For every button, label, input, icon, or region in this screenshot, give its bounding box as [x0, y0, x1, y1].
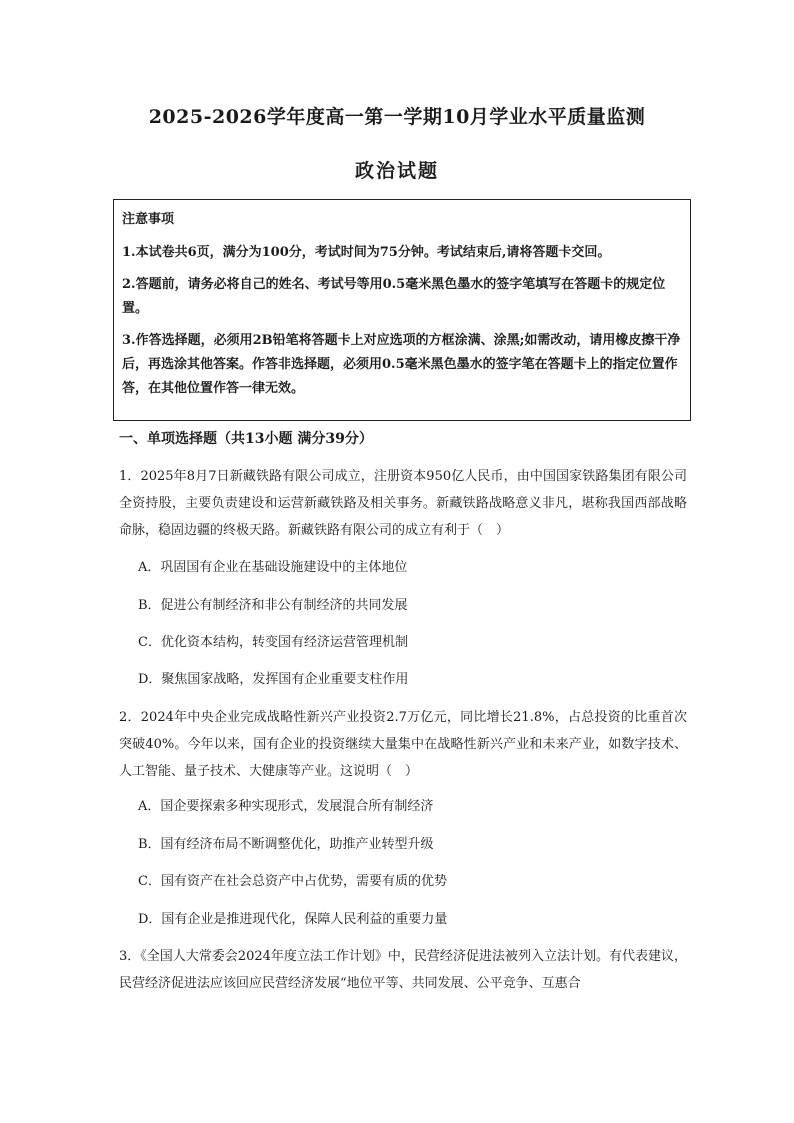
question-stem: 3．《全国人大常委会2024年度立法工作计划》中，民营经济促进法被列入立法计划。有代表建议，民营经济促进法应该回应民营经济发展“地位平等、共同发展、公平竞争、互惠合 [119, 949, 687, 991]
option-b: B．促进公有制经济和非公有制经济的共同发展 [138, 598, 408, 613]
question-stem: 1．2025年8月7日新藏铁路有限公司成立，注册资本950亿人民币，由中国国家铁路集团有限公司全资持股，主要负责建设和运营新藏铁路及相关事务。新藏铁路战略意义非凡，堪称我国西部战略命脉，稳固边疆的终极天路。新藏铁路有限公司的成立有利于（ ） [119, 469, 687, 538]
notice-box [113, 199, 691, 421]
option-c: C．优化资本结构，转变国有经济运营管理机制 [138, 635, 408, 650]
option-b: B．国有经济布局不断调整优化，助推产业转型升级 [138, 837, 434, 852]
exam-title: 2025-2026学年度高一第一学期10月学业水平质量监测 [148, 106, 646, 128]
exam-subject: 政治试题 [354, 160, 439, 182]
option-c: C．国有资产在社会总资产中占优势，需要有质的优势 [138, 874, 447, 889]
option-d: D．国有企业是推进现代化，保障人民利益的重要力量 [138, 912, 448, 927]
option-a: A．巩固国有企业在基础设施建设中的主体地位 [138, 560, 408, 575]
notice-item: 2.答题前，请务必将自己的姓名、考试号等用0.5毫米黑色墨水的签字笔填写在答题卡的规定位置。 [122, 277, 666, 316]
notice-heading: 注意事项 [122, 212, 175, 227]
question-stem: 2．2024年中央企业完成战略性新兴产业投资2.7万亿元，同比增长21.8%，占总投资的比重首次突破40%。今年以来，国有企业的投资继续大量集中在战略性新兴产业和未来产业，如数字技术、人工智能、量子技术、大健康等产业。这说明（ ） [119, 710, 687, 779]
notice-item: 3.作答选择题，必须用2B铅笔将答题卡上对应选项的方框涂满、涂黑;如需改动，请用橡皮擦干净后，再选涂其他答案。作答非选择题，必须用0.5毫米黑色墨水的签字笔在答题卡上的指定位置作答，在其他位置作答一律无效。 [122, 333, 681, 396]
section-title: 一、单项选择题（共13小题 满分39分） [119, 431, 373, 447]
option-a: A．国企要探索多种实现形式，发展混合所有制经济 [138, 799, 434, 814]
option-d: D．聚焦国家战略，发挥国有企业重要支柱作用 [138, 672, 409, 687]
notice-item: 1.本试卷共6页，满分为100分，考试时间为75分钟。考试结束后,请将答题卡交回。 [122, 245, 611, 260]
